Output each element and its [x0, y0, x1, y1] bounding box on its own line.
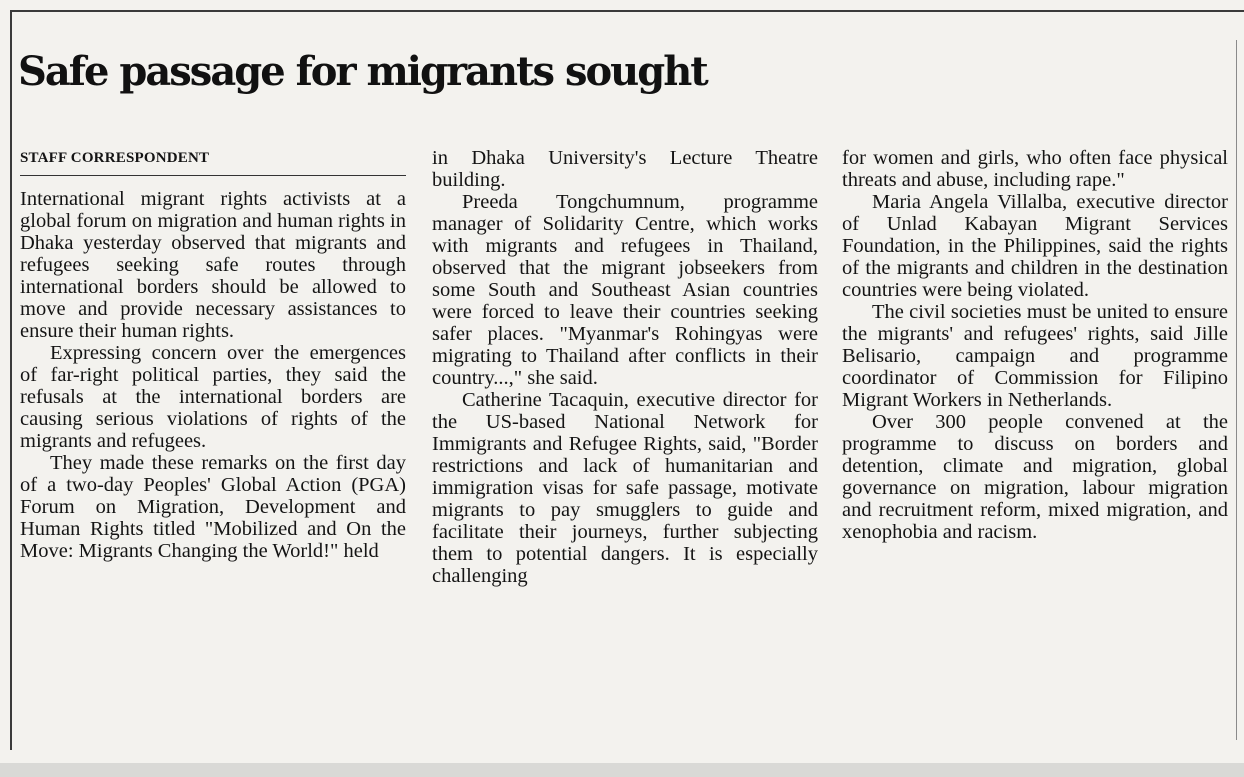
article-column-3 — [842, 147, 1228, 543]
left-border-rule — [10, 10, 12, 750]
right-border-rule — [1236, 40, 1237, 740]
article-column-2 — [432, 147, 818, 587]
article-column-1 — [20, 147, 406, 562]
paragraph: in Dhaka University's Lecture Theatre building. — [432, 147, 818, 191]
paragraph: The civil societies must be united to ensure the migrants' and refugees' rights, said Jille Belisario, campaign and programme coordinator of Commission for Filipino Migrant Workers in Netherlands. — [842, 301, 1228, 411]
paragraph: Preeda Tongchumnum, programme manager of Solidarity Centre, which works with migrants and refugees in Thailand, observed that the migrant jobseekers from some South and Southeast Asian countries were forced to leave their countries seeking safer places. "Myanmar's Rohingyas were migrating to Thailand after conflicts in their country...," she said. — [432, 191, 818, 389]
paragraph: Expressing concern over the emergences of far-right political parties, they said the refusals at the international borders are causing serious violations of rights of the migrants and refugees. — [20, 342, 406, 452]
top-border-rule — [10, 10, 1244, 12]
paragraph: Catherine Tacaquin, executive director for the US-based National Network for Immigrants and Refugee Rights, said, "Border restrictions and lack of humanitarian and immigration visas for safe passage, motivate migrants to pay smugglers to guide and facilitate their journeys, further subjecting them to potential dangers. It is especially challenging — [432, 389, 818, 587]
paragraph: International migrant rights activists at a global forum on migration and human rights in Dhaka yesterday observed that migrants and refugees seeking safe routes through international borders should be allowed to move and provide necessary assistances to ensure their human rights. — [20, 188, 406, 342]
scan-bottom-edge — [0, 763, 1244, 777]
headline: Safe passage for migrants sought — [18, 48, 707, 95]
paragraph: Over 300 people convened at the programme to discuss on borders and detention, climate and migration, global governance on migration, labour migration and recruitment reform, mixed migration, and xenophobia and racism. — [842, 411, 1228, 543]
paragraph: for women and girls, who often face physical threats and abuse, including rape." — [842, 147, 1228, 191]
byline: STAFF CORRESPONDENT — [20, 147, 406, 176]
paragraph: Maria Angela Villalba, executive director of Unlad Kabayan Migrant Services Foundation, in the Philippines, said the rights of the migrants and children in the destination countries were being violated. — [842, 191, 1228, 301]
paragraph: They made these remarks on the first day of a two-day Peoples' Global Action (PGA) Forum on Migration, Development and Human Rights titled "Mobilized and On the Move: Migrants Changing the World!" held — [20, 452, 406, 562]
